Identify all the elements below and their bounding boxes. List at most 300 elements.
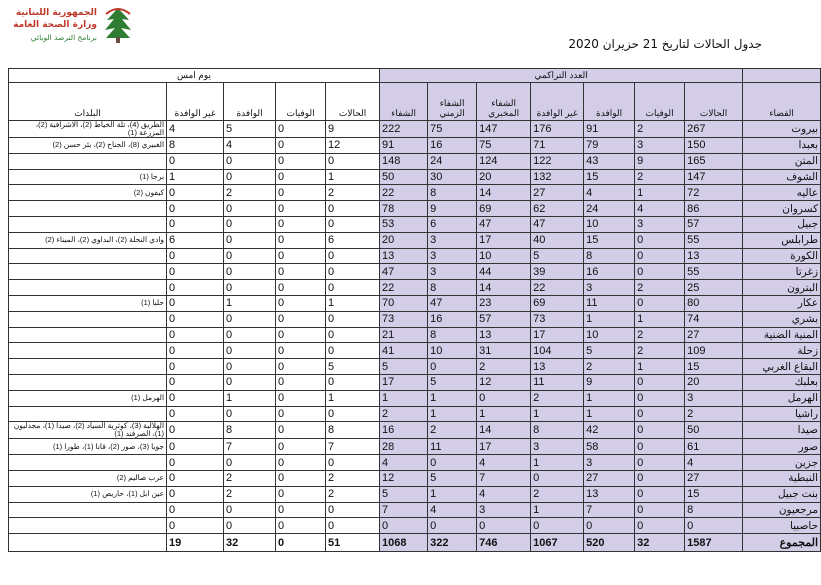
total-recovered: 1068 bbox=[380, 534, 428, 552]
y-deaths-cell: 0 bbox=[276, 422, 326, 439]
non-imported-cell: 39 bbox=[531, 264, 584, 280]
towns-cell bbox=[9, 264, 167, 280]
recovered-clinical-cell: 0 bbox=[428, 455, 477, 471]
recovered-lab-cell: 69 bbox=[477, 201, 531, 217]
y-deaths-cell: 0 bbox=[276, 486, 326, 502]
recovered-cell: 2 bbox=[380, 406, 428, 422]
cases-cell: 74 bbox=[685, 311, 743, 327]
y-imported-cell: 2 bbox=[224, 486, 276, 502]
recovered-clinical-cell: 1 bbox=[428, 406, 477, 422]
district-cell: عاليه bbox=[743, 185, 821, 201]
imported-cell: 43 bbox=[584, 153, 635, 169]
towns-cell: الطريق (4)، تلة الخياط (2)، الاشرافية (2)، المزرعة (1) bbox=[9, 121, 167, 138]
recovered-cell: 22 bbox=[380, 280, 428, 296]
non-imported-cell: 8 bbox=[531, 422, 584, 439]
cedar-icon bbox=[103, 6, 133, 44]
recovered-cell: 0 bbox=[380, 518, 428, 534]
towns-cell bbox=[9, 311, 167, 327]
cumulative-group-header bbox=[743, 69, 821, 83]
recovered-lab-cell: 2 bbox=[477, 359, 531, 375]
non-imported-cell: 5 bbox=[531, 248, 584, 264]
cases-cell: 165 bbox=[685, 153, 743, 169]
y-non-imported-cell: 0 bbox=[167, 406, 224, 422]
non-imported-cell: 104 bbox=[531, 343, 584, 359]
logo-line-ministry: وزارة الصحة العامة bbox=[13, 20, 97, 30]
col-district: القضاء bbox=[743, 83, 821, 121]
table-row bbox=[9, 311, 821, 327]
towns-cell: كيفون (2) bbox=[9, 185, 167, 201]
non-imported-cell: 132 bbox=[531, 169, 584, 185]
imported-cell: 15 bbox=[584, 169, 635, 185]
table-row bbox=[9, 518, 821, 534]
recovered-cell: 5 bbox=[380, 486, 428, 502]
deaths-cell: 0 bbox=[635, 518, 685, 534]
y-deaths-cell: 0 bbox=[276, 470, 326, 486]
imported-cell: 10 bbox=[584, 327, 635, 343]
y-deaths-cell: 0 bbox=[276, 121, 326, 138]
recovered-lab-cell: 17 bbox=[477, 439, 531, 455]
district-cell: المنية الضنية bbox=[743, 327, 821, 343]
recovered-cell: 73 bbox=[380, 311, 428, 327]
imported-cell: 24 bbox=[584, 201, 635, 217]
non-imported-cell: 0 bbox=[531, 518, 584, 534]
district-cell: جزين bbox=[743, 455, 821, 471]
recovered-clinical-cell: 11 bbox=[428, 439, 477, 455]
y-deaths-cell: 0 bbox=[276, 280, 326, 296]
recovered-lab-cell: 57 bbox=[477, 311, 531, 327]
table-row bbox=[9, 343, 821, 359]
y-non-imported-cell: 1 bbox=[167, 169, 224, 185]
recovered-lab-cell: 44 bbox=[477, 264, 531, 280]
deaths-cell: 0 bbox=[635, 390, 685, 406]
towns-cell: الهرمل (1) bbox=[9, 390, 167, 406]
y-cases-cell: 1 bbox=[326, 390, 380, 406]
towns-cell bbox=[9, 327, 167, 343]
district-cell: كسروان bbox=[743, 201, 821, 217]
y-deaths-cell: 0 bbox=[276, 216, 326, 232]
towns-cell bbox=[9, 455, 167, 471]
y-non-imported-cell: 0 bbox=[167, 374, 224, 390]
table-row bbox=[9, 359, 821, 375]
recovered-lab-cell: 23 bbox=[477, 295, 531, 311]
total-y-cases: 51 bbox=[326, 534, 380, 552]
y-imported-cell: 5 bbox=[224, 121, 276, 138]
recovered-cell: 222 bbox=[380, 121, 428, 138]
imported-cell: 1 bbox=[584, 406, 635, 422]
cases-cell: 15 bbox=[685, 486, 743, 502]
total-row bbox=[9, 534, 821, 552]
y-cases-cell: 0 bbox=[326, 264, 380, 280]
y-imported-cell: 0 bbox=[224, 201, 276, 217]
district-cell: بنت جبيل bbox=[743, 486, 821, 502]
towns-cell bbox=[9, 216, 167, 232]
cases-cell: 13 bbox=[685, 248, 743, 264]
cases-table bbox=[8, 68, 821, 552]
y-imported-cell: 0 bbox=[224, 248, 276, 264]
y-deaths-cell: 0 bbox=[276, 374, 326, 390]
recovered-clinical-cell: 2 bbox=[428, 422, 477, 439]
imported-cell: 79 bbox=[584, 138, 635, 154]
y-imported-cell: 0 bbox=[224, 343, 276, 359]
imported-cell: 91 bbox=[584, 121, 635, 138]
total-recovered-clinical: 322 bbox=[428, 534, 477, 552]
y-non-imported-cell: 0 bbox=[167, 455, 224, 471]
table-row bbox=[9, 153, 821, 169]
imported-cell: 1 bbox=[584, 390, 635, 406]
y-deaths-cell: 0 bbox=[276, 169, 326, 185]
total-deaths: 32 bbox=[635, 534, 685, 552]
imported-cell: 7 bbox=[584, 502, 635, 518]
y-cases-cell: 0 bbox=[326, 327, 380, 343]
y-cases-cell: 0 bbox=[326, 374, 380, 390]
recovered-cell: 91 bbox=[380, 138, 428, 154]
table-row bbox=[9, 138, 821, 154]
page-title: جدول الحالات لتاريخ 21 حزيران 2020 bbox=[568, 37, 762, 51]
table-row bbox=[9, 470, 821, 486]
total-label: المجموع bbox=[743, 534, 821, 552]
y-imported-cell: 2 bbox=[224, 185, 276, 201]
y-deaths-cell: 0 bbox=[276, 232, 326, 248]
towns-cell bbox=[9, 153, 167, 169]
table-row bbox=[9, 264, 821, 280]
imported-cell: 16 bbox=[584, 264, 635, 280]
non-imported-cell: 40 bbox=[531, 232, 584, 248]
deaths-cell: 2 bbox=[635, 343, 685, 359]
towns-cell: عين ابل (1)، حاريص (1) bbox=[9, 486, 167, 502]
y-imported-cell: 0 bbox=[224, 264, 276, 280]
col-towns: البلدات bbox=[9, 83, 167, 121]
table-row bbox=[9, 502, 821, 518]
recovered-lab-cell: 1 bbox=[477, 406, 531, 422]
district-cell: بعلبك bbox=[743, 374, 821, 390]
recovered-lab-cell: 124 bbox=[477, 153, 531, 169]
y-non-imported-cell: 0 bbox=[167, 390, 224, 406]
imported-cell: 0 bbox=[584, 518, 635, 534]
deaths-cell: 0 bbox=[635, 486, 685, 502]
deaths-cell: 0 bbox=[635, 439, 685, 455]
y-non-imported-cell: 8 bbox=[167, 138, 224, 154]
cases-cell: 57 bbox=[685, 216, 743, 232]
table-row bbox=[9, 390, 821, 406]
recovered-cell: 148 bbox=[380, 153, 428, 169]
y-deaths-cell: 0 bbox=[276, 185, 326, 201]
y-non-imported-cell: 0 bbox=[167, 264, 224, 280]
recovered-cell: 4 bbox=[380, 455, 428, 471]
recovered-cell: 13 bbox=[380, 248, 428, 264]
deaths-cell: 1 bbox=[635, 185, 685, 201]
y-non-imported-cell: 0 bbox=[167, 248, 224, 264]
cases-cell: 55 bbox=[685, 232, 743, 248]
district-cell: الكورة bbox=[743, 248, 821, 264]
ministry-logo bbox=[8, 6, 133, 46]
district-cell: صيدا bbox=[743, 422, 821, 439]
district-cell: عكار bbox=[743, 295, 821, 311]
recovered-clinical-cell: 4 bbox=[428, 502, 477, 518]
recovered-lab-cell: 31 bbox=[477, 343, 531, 359]
cases-cell: 267 bbox=[685, 121, 743, 138]
cases-cell: 8 bbox=[685, 502, 743, 518]
cases-cell: 25 bbox=[685, 280, 743, 296]
imported-cell: 58 bbox=[584, 439, 635, 455]
table-row bbox=[9, 455, 821, 471]
towns-cell bbox=[9, 374, 167, 390]
recovered-cell: 22 bbox=[380, 185, 428, 201]
y-non-imported-cell: 0 bbox=[167, 422, 224, 439]
recovered-clinical-cell: 1 bbox=[428, 390, 477, 406]
deaths-cell: 0 bbox=[635, 502, 685, 518]
y-non-imported-cell: 0 bbox=[167, 343, 224, 359]
col-imported: الوافدة bbox=[584, 83, 635, 121]
recovered-clinical-cell: 9 bbox=[428, 201, 477, 217]
table-row bbox=[9, 232, 821, 248]
y-imported-cell: 0 bbox=[224, 232, 276, 248]
table-row bbox=[9, 280, 821, 296]
towns-cell bbox=[9, 502, 167, 518]
y-cases-cell: 0 bbox=[326, 153, 380, 169]
table-row bbox=[9, 406, 821, 422]
logo-line-program: برنامج الترصد الوبائي bbox=[30, 33, 97, 42]
recovered-clinical-cell: 10 bbox=[428, 343, 477, 359]
imported-cell: 8 bbox=[584, 248, 635, 264]
non-imported-cell: 1 bbox=[531, 455, 584, 471]
recovered-clinical-cell: 3 bbox=[428, 264, 477, 280]
district-cell: بيروت bbox=[743, 121, 821, 138]
y-cases-cell: 0 bbox=[326, 248, 380, 264]
total-recovered-lab: 746 bbox=[477, 534, 531, 552]
table-row bbox=[9, 248, 821, 264]
cases-cell: 61 bbox=[685, 439, 743, 455]
non-imported-cell: 73 bbox=[531, 311, 584, 327]
recovered-clinical-cell: 47 bbox=[428, 295, 477, 311]
y-non-imported-cell: 0 bbox=[167, 327, 224, 343]
imported-cell: 2 bbox=[584, 359, 635, 375]
recovered-lab-cell: 47 bbox=[477, 216, 531, 232]
recovered-cell: 78 bbox=[380, 201, 428, 217]
imported-cell: 1 bbox=[584, 311, 635, 327]
district-cell: بعبدا bbox=[743, 138, 821, 154]
non-imported-cell: 69 bbox=[531, 295, 584, 311]
recovered-lab-cell: 3 bbox=[477, 502, 531, 518]
yesterday-group-header: يوم امس bbox=[9, 69, 380, 83]
y-deaths-cell: 0 bbox=[276, 406, 326, 422]
total-y-imported: 32 bbox=[224, 534, 276, 552]
y-deaths-cell: 0 bbox=[276, 327, 326, 343]
towns-cell bbox=[9, 518, 167, 534]
non-imported-cell: 1 bbox=[531, 406, 584, 422]
deaths-cell: 0 bbox=[635, 455, 685, 471]
non-imported-cell: 0 bbox=[531, 470, 584, 486]
y-cases-cell: 0 bbox=[326, 311, 380, 327]
imported-cell: 9 bbox=[584, 374, 635, 390]
y-cases-cell: 9 bbox=[326, 121, 380, 138]
recovered-clinical-cell: 24 bbox=[428, 153, 477, 169]
deaths-cell: 0 bbox=[635, 232, 685, 248]
district-cell: النبطية bbox=[743, 470, 821, 486]
y-imported-cell: 0 bbox=[224, 359, 276, 375]
deaths-cell: 0 bbox=[635, 295, 685, 311]
y-imported-cell: 0 bbox=[224, 153, 276, 169]
district-cell: زغرتا bbox=[743, 264, 821, 280]
recovered-lab-cell: 147 bbox=[477, 121, 531, 138]
y-cases-cell: 5 bbox=[326, 359, 380, 375]
cases-cell: 3 bbox=[685, 390, 743, 406]
non-imported-cell: 27 bbox=[531, 185, 584, 201]
recovered-clinical-cell: 6 bbox=[428, 216, 477, 232]
non-imported-cell: 3 bbox=[531, 439, 584, 455]
y-cases-cell: 0 bbox=[326, 502, 380, 518]
table-row bbox=[9, 486, 821, 502]
district-cell: جبيل bbox=[743, 216, 821, 232]
y-deaths-cell: 0 bbox=[276, 439, 326, 455]
deaths-cell: 2 bbox=[635, 280, 685, 296]
non-imported-cell: 122 bbox=[531, 153, 584, 169]
recovered-cell: 12 bbox=[380, 470, 428, 486]
imported-cell: 5 bbox=[584, 343, 635, 359]
table-row bbox=[9, 327, 821, 343]
y-deaths-cell: 0 bbox=[276, 518, 326, 534]
towns-cell bbox=[9, 359, 167, 375]
recovered-lab-cell: 0 bbox=[477, 518, 531, 534]
y-imported-cell: 0 bbox=[224, 169, 276, 185]
cumulative-group-header-label: العدد التراكمي bbox=[380, 69, 743, 83]
recovered-cell: 41 bbox=[380, 343, 428, 359]
cases-cell: 0 bbox=[685, 518, 743, 534]
y-cases-cell: 8 bbox=[326, 422, 380, 439]
col-y-non-imported: غير الوافدة bbox=[167, 83, 224, 121]
y-deaths-cell: 0 bbox=[276, 502, 326, 518]
cases-cell: 27 bbox=[685, 327, 743, 343]
towns-cell: وادي النحلة (2)، البداوي (2)، الميناء (2) bbox=[9, 232, 167, 248]
logo-line-republic: الجمهورية اللبنانية bbox=[15, 8, 97, 18]
y-deaths-cell: 0 bbox=[276, 138, 326, 154]
y-non-imported-cell: 0 bbox=[167, 486, 224, 502]
recovered-clinical-cell: 8 bbox=[428, 280, 477, 296]
y-imported-cell: 0 bbox=[224, 216, 276, 232]
cases-cell: 109 bbox=[685, 343, 743, 359]
towns-cell: الهلالية (3)، كوثرية السياد (2)، صيدا (1)، مجدليون (1)، الصرفند (1) bbox=[9, 422, 167, 439]
total-imported: 520 bbox=[584, 534, 635, 552]
col-recovered-lab: الشفاء المخبري bbox=[477, 83, 531, 121]
non-imported-cell: 47 bbox=[531, 216, 584, 232]
recovered-cell: 16 bbox=[380, 422, 428, 439]
imported-cell: 10 bbox=[584, 216, 635, 232]
recovered-lab-cell: 7 bbox=[477, 470, 531, 486]
recovered-clinical-cell: 0 bbox=[428, 359, 477, 375]
y-non-imported-cell: 0 bbox=[167, 201, 224, 217]
table-row bbox=[9, 422, 821, 439]
col-deaths: الوفيات bbox=[635, 83, 685, 121]
non-imported-cell: 13 bbox=[531, 359, 584, 375]
col-y-cases: الحالات bbox=[326, 83, 380, 121]
y-deaths-cell: 0 bbox=[276, 311, 326, 327]
y-deaths-cell: 0 bbox=[276, 359, 326, 375]
y-non-imported-cell: 0 bbox=[167, 185, 224, 201]
deaths-cell: 0 bbox=[635, 406, 685, 422]
y-cases-cell: 2 bbox=[326, 470, 380, 486]
recovered-cell: 20 bbox=[380, 232, 428, 248]
col-recovered: الشفاء bbox=[380, 83, 428, 121]
y-imported-cell: 0 bbox=[224, 327, 276, 343]
y-non-imported-cell: 0 bbox=[167, 280, 224, 296]
recovered-lab-cell: 4 bbox=[477, 486, 531, 502]
recovered-clinical-cell: 16 bbox=[428, 138, 477, 154]
deaths-cell: 0 bbox=[635, 470, 685, 486]
table-row bbox=[9, 201, 821, 217]
y-imported-cell: 0 bbox=[224, 374, 276, 390]
y-cases-cell: 1 bbox=[326, 295, 380, 311]
total-cases: 1587 bbox=[685, 534, 743, 552]
non-imported-cell: 11 bbox=[531, 374, 584, 390]
towns-cell: جويا (3)، صور (2)، قانا (1)، طورا (1) bbox=[9, 439, 167, 455]
recovered-cell: 47 bbox=[380, 264, 428, 280]
y-imported-cell: 0 bbox=[224, 502, 276, 518]
recovered-lab-cell: 75 bbox=[477, 138, 531, 154]
deaths-cell: 9 bbox=[635, 153, 685, 169]
recovered-lab-cell: 14 bbox=[477, 422, 531, 439]
district-cell: مرجعيون bbox=[743, 502, 821, 518]
recovered-clinical-cell: 8 bbox=[428, 327, 477, 343]
cases-cell: 27 bbox=[685, 470, 743, 486]
y-non-imported-cell: 0 bbox=[167, 439, 224, 455]
recovered-clinical-cell: 8 bbox=[428, 185, 477, 201]
district-cell: طرابلس bbox=[743, 232, 821, 248]
cases-cell: 4 bbox=[685, 455, 743, 471]
y-non-imported-cell: 0 bbox=[167, 153, 224, 169]
y-imported-cell: 4 bbox=[224, 138, 276, 154]
imported-cell: 15 bbox=[584, 232, 635, 248]
imported-cell: 4 bbox=[584, 185, 635, 201]
y-deaths-cell: 0 bbox=[276, 455, 326, 471]
y-non-imported-cell: 0 bbox=[167, 502, 224, 518]
y-non-imported-cell: 0 bbox=[167, 216, 224, 232]
deaths-cell: 2 bbox=[635, 121, 685, 138]
towns-cell: برجا (1) bbox=[9, 169, 167, 185]
total-towns bbox=[9, 534, 167, 552]
cases-cell: 50 bbox=[685, 422, 743, 439]
recovered-cell: 1 bbox=[380, 390, 428, 406]
non-imported-cell: 62 bbox=[531, 201, 584, 217]
imported-cell: 13 bbox=[584, 486, 635, 502]
y-deaths-cell: 0 bbox=[276, 295, 326, 311]
y-non-imported-cell: 0 bbox=[167, 470, 224, 486]
district-cell: المتن bbox=[743, 153, 821, 169]
deaths-cell: 2 bbox=[635, 169, 685, 185]
cases-cell: 20 bbox=[685, 374, 743, 390]
non-imported-cell: 17 bbox=[531, 327, 584, 343]
recovered-lab-cell: 10 bbox=[477, 248, 531, 264]
y-cases-cell: 12 bbox=[326, 138, 380, 154]
recovered-cell: 21 bbox=[380, 327, 428, 343]
recovered-clinical-cell: 5 bbox=[428, 374, 477, 390]
recovered-clinical-cell: 0 bbox=[428, 518, 477, 534]
district-cell: الهرمل bbox=[743, 390, 821, 406]
recovered-clinical-cell: 16 bbox=[428, 311, 477, 327]
y-non-imported-cell: 0 bbox=[167, 295, 224, 311]
recovered-lab-cell: 14 bbox=[477, 185, 531, 201]
y-non-imported-cell: 6 bbox=[167, 232, 224, 248]
y-imported-cell: 8 bbox=[224, 422, 276, 439]
table-row bbox=[9, 216, 821, 232]
y-non-imported-cell: 0 bbox=[167, 359, 224, 375]
recovered-clinical-cell: 5 bbox=[428, 470, 477, 486]
recovered-clinical-cell: 3 bbox=[428, 248, 477, 264]
recovered-cell: 50 bbox=[380, 169, 428, 185]
recovered-cell: 28 bbox=[380, 439, 428, 455]
recovered-lab-cell: 12 bbox=[477, 374, 531, 390]
cases-cell: 72 bbox=[685, 185, 743, 201]
deaths-cell: 3 bbox=[635, 138, 685, 154]
y-cases-cell: 6 bbox=[326, 232, 380, 248]
